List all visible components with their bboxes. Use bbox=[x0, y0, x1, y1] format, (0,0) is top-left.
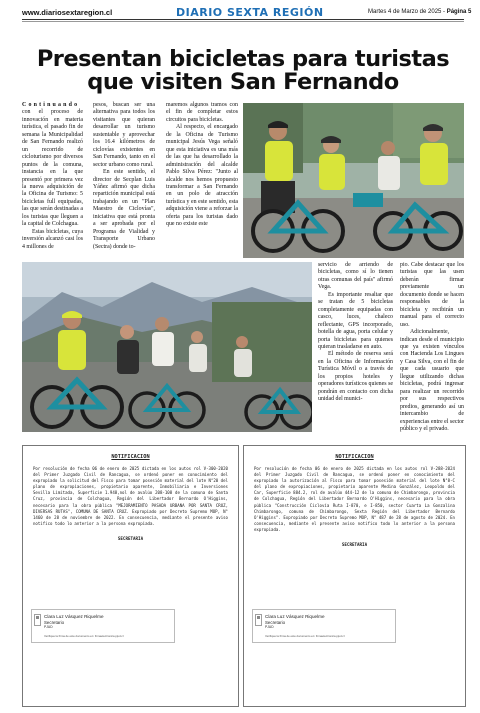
issue-date-text: Martes 4 de Marzo de 2025 - bbox=[368, 9, 447, 15]
signature-box bbox=[31, 609, 175, 643]
notice-title: NOTIFICACION bbox=[335, 454, 374, 460]
notice-secretary: SECRETARIA bbox=[117, 535, 144, 541]
headline-line-2: que visiten San Fernando bbox=[87, 69, 399, 95]
article-column-1 bbox=[22, 102, 83, 251]
article-paragraph: pio. Cabe destacar que los turistas que las usen deberán firmar previamente un documento donde se hacen responsables de la bicicleta y recibirán un manual para el correcto uso. bbox=[400, 262, 464, 328]
article-paragraph: maremos algunos tramos con el fin de completar estos circuitos para bicicletas. bbox=[166, 102, 238, 123]
article-column-4 bbox=[318, 262, 393, 404]
notice-secretary: SECRETARIA bbox=[341, 542, 368, 548]
article-paragraph: servicio de arriendo de bicicletas, como sí lo tienen otras comunas del país" afirmó Vega. bbox=[318, 262, 393, 291]
article-paragraph: Estas bicicletas, cuya inversión alcanzó casi los 4 millones de bbox=[22, 228, 83, 250]
document-seal-icon bbox=[34, 614, 41, 626]
legal-notice-1 bbox=[22, 445, 239, 707]
notice-body: Por resolución de fecha 06 de enero de 2025 dictada en los autos rol V-300-2020 del Primer Juzgado Civil de Rancagua, se ordenó poner en conocimiento del expropiado la solicitud del Fisco para tomar posesión material del lote N°20 del plano de expropiaciones, propietario aparente, Inmobiliaria e Inversiones Sevilla Limitada, Superficie 1.948,nol de avalúo 208-108 de la comuna de Santa Cruz, provincia de Colchagua, Región del Libertador Bernardo O'Higgins, necesario para la obra pública "MEJORAMIENTO PASADA URBANA POR SANTA CRUZ, DIVERSAS RUTAS", COMUNA DE SANTA CRUZ. Expropiado por Decreto Supremo MOP, N° 1460 de 28 de noviembre de 2022. En consecuencia, mediante el presente aviso notifico todo lo anterior a la persona expropiada. bbox=[33, 466, 228, 526]
document-seal-icon bbox=[255, 614, 262, 626]
page-number: Página 5 bbox=[446, 9, 472, 15]
signer-name: Clara Luz Vásquez Riquelme bbox=[265, 614, 325, 619]
signer-role: Secretario bbox=[265, 620, 286, 625]
notice-body: Por resolución de fecha 06 de enero de 2025 dictada en los autos rol V-288-2024 del Primer Juzgado Civil de Rancagua, se ordenó poner en conocimiento del expropiado la autorización al Fisco para tomar posesión material del lote N°8-C del plano de expropiaciones, propietario aparente Medina González, Leopoldo del Car, Superficie 884.2, rol de avalúo 444-12 de la comuna de Chimbarongo, provincia de Colchagua, Región del Libertador Bernardo O'Higgins, necesario para la obra pública "Construcción Ciclovía Ruta I-870, e I-850, sector Cuarta La Gonzalina Chimbarongo, comuna de Chimbarongo, Sexta Región del Libertador Bernardo O'Higgins". Expropiado por Decreto Supremo MOP, N° 487 de 28 de agosto de 2024. En consecuencia, mediante el presente aviso notifico todo lo anterior a la persona expropiada. bbox=[254, 466, 455, 532]
signer-name: Clara Luz Vásquez Riquelme bbox=[44, 614, 104, 619]
article-paragraph: Es importante resaltar que se tratan de 5 bicicletas completamente equipadas con casco, luces, chaleco reflectante, GPS incorporado, botella de agua, porta celular y porta bicicletas para quienes quieran trasladarse en auto. bbox=[318, 291, 393, 350]
photo-cyclists-mountains-image bbox=[22, 262, 312, 432]
lead-word: Continuando bbox=[22, 102, 80, 108]
article-column-3 bbox=[166, 102, 238, 229]
photo-cyclists-group bbox=[243, 103, 464, 258]
signer-org: PJUD bbox=[44, 625, 53, 629]
article-paragraph: Al respecto, el encargado de la Oficina de Turismo municipal Jesús Vega señaló que esta iniciativa es una más de las que ha desarrollado la administración del alcalde Pablo Silva Pérez: "Junto al alcalde nos hemos propuesto transformar a San Fernando en un polo de atracción turística y en este sentido, esta adquisición viene a reforzar la oferta para los turistas dado que no existe este bbox=[166, 124, 238, 228]
newspaper-name: DIARIO SEXTA REGIÓN bbox=[176, 6, 324, 19]
article-column-2 bbox=[93, 102, 155, 251]
photo-cyclists-group-image bbox=[243, 103, 464, 258]
signature-verification-note: Verifique la firma de este documento en: firmaelectronica.pjud.cl bbox=[265, 634, 345, 638]
article-headline bbox=[22, 48, 464, 94]
signature-box bbox=[252, 609, 396, 643]
article-paragraph: El método de reserva será en la Oficina de Información Turística Móvil o a través de los propios hoteles y operadores turísticos quienes se pondrán en contacto con dicha unidad del munici- bbox=[318, 351, 393, 403]
article-paragraph: Adicionalmente, indican desde el municipio que ya existen vínculos con Hacienda Los Lingues y Casa Silva, con el fin de que cada usuario que llegue utilizando dichas bicicletas, podrá ingresar para realizar un recorrido por sus respectivos predios, generando así un intercambio de experiencias entre el sector público y el privado. bbox=[400, 329, 464, 432]
article-paragraph: En este sentido, el director de Secplan Luis Yáñez afirmó que dicha repartición municipal está trabajando en un "Plan Maestro de Ciclovías", iniciativa que está pronta a ser aprobada por el Programa de Vialidad y Transporte Urbano (Sectra) donde to- bbox=[93, 169, 155, 250]
issue-date bbox=[368, 9, 471, 15]
signer-org: PJUD bbox=[265, 625, 274, 629]
article-column-5 bbox=[400, 262, 464, 433]
signer-role: Secretario bbox=[44, 620, 65, 625]
site-url[interactable]: www.diariosextaregion.cl bbox=[22, 8, 113, 17]
legal-notice-2 bbox=[243, 445, 466, 707]
lead-text: con el proceso de innovación en materia turística, el pasado fin de semana la Municipalidad de San Fernando realizó un recorrido de cicloturismo por diversos puntos de la comuna, instancia en la que presentó por primera vez la nueva adquisición de la Oficina de Turismo: 5 bicicletas full equipadas, las que serán destinadas a los turistas que lleguen a la capital de Colchagua. bbox=[22, 109, 83, 228]
article-paragraph bbox=[22, 102, 83, 229]
photo-cyclists-mountains bbox=[22, 262, 312, 432]
signature-verification-note: Verifique la firma de este documento en: firmaelectronica.pjud.cl bbox=[44, 634, 124, 638]
article-paragraph: pesos, buscan ser una alternativa para todos los visitantes que quieran desarrollar un turismo sustentable y aprovechar los 16.4 kilómetros de ciclovías existentes en San Fernando, tanto en el sector urbano como rural. bbox=[93, 102, 155, 168]
header-rule bbox=[22, 19, 464, 20]
notice-title: NOTIFICACION bbox=[111, 454, 150, 460]
header-rule-thin bbox=[22, 21, 464, 22]
headline-line-1: Presentan bicicletas para turistas bbox=[36, 46, 450, 72]
